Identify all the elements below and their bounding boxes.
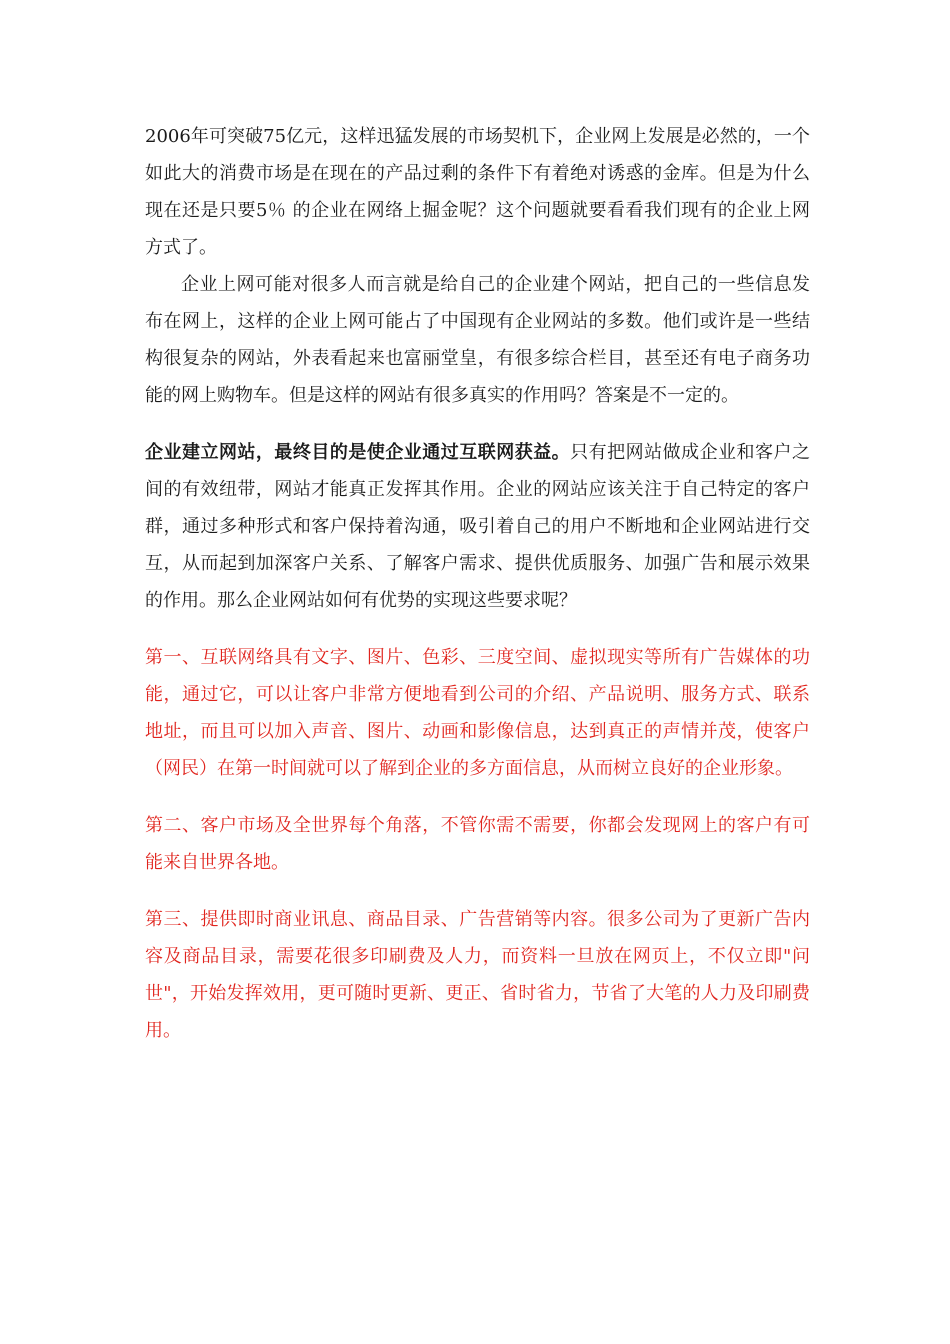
paragraph-point-three: 第三、提供即时商业讯息、商品目录、广告营销等内容。很多公司为了更新广告内容及商品目录，需要花很多印刷费及人力，而资料一旦放在网页上，不仅立即"问世"，开始发挥效用，更可随时更新、更正、省时省力，节省了大笔的人力及印刷费用。 xyxy=(145,909,810,1041)
paragraph-enterprise-online: 企业上网可能对很多人而言就是给自己的企业建个网站，把自己的一些信息发布在网上，这样的企业上网可能占了中国现有企业网站的多数。他们或许是一些结构很复杂的网站，外表看起来也富丽堂皇，有很多综合栏目，甚至还有电子商务功能的网上购物车。但是这样的网站有很多真实的作用吗？答案是不一定的。 xyxy=(145,274,810,406)
document-body xyxy=(145,118,810,1049)
paragraph-website-purpose-rest: 只有把网站做成企业和客户之间的有效纽带，网站才能真正发挥其作用。企业的网站应该关注于自己特定的客户群，通过多种形式和客户保持着沟通，吸引着自己的用户不断地和企业网站进行交互，从而起到加深客户关系、了解客户需求、提供优质服务、加强广告和展示效果的作用。那么企业网站如何有优势的实现这些要求呢？ xyxy=(145,442,810,611)
key-statement: 企业建立网站，最终目的是使企业通过互联网获益。 xyxy=(145,442,571,463)
paragraph-point-one: 第一、互联网络具有文字、图片、色彩、三度空间、虚拟现实等所有广告媒体的功能，通过它，可以让客户非常方便地看到公司的介绍、产品说明、服务方式、联系地址，而且可以加入声音、图片、动画和影像信息，达到真正的声情并茂，使客户（网民）在第一时间就可以了解到企业的多方面信息，从而树立良好的企业形象。 xyxy=(145,647,810,779)
paragraph-website-purpose xyxy=(145,434,810,619)
paragraph-market-intro: 2006年可突破75亿元，这样迅猛发展的市场契机下，企业网上发展是必然的，一个如此大的消费市场是在现在的产品过剩的条件下有着绝对诱惑的金库。但是为什么现在还是只要5％ 的企业在网络上掘金呢？这个问题就要看看我们现有的企业上网方式了。 xyxy=(145,126,810,258)
paragraph-point-two: 第二、客户市场及全世界每个角落，不管你需不需要，你都会发现网上的客户有可能来自世界各地。 xyxy=(145,815,810,873)
